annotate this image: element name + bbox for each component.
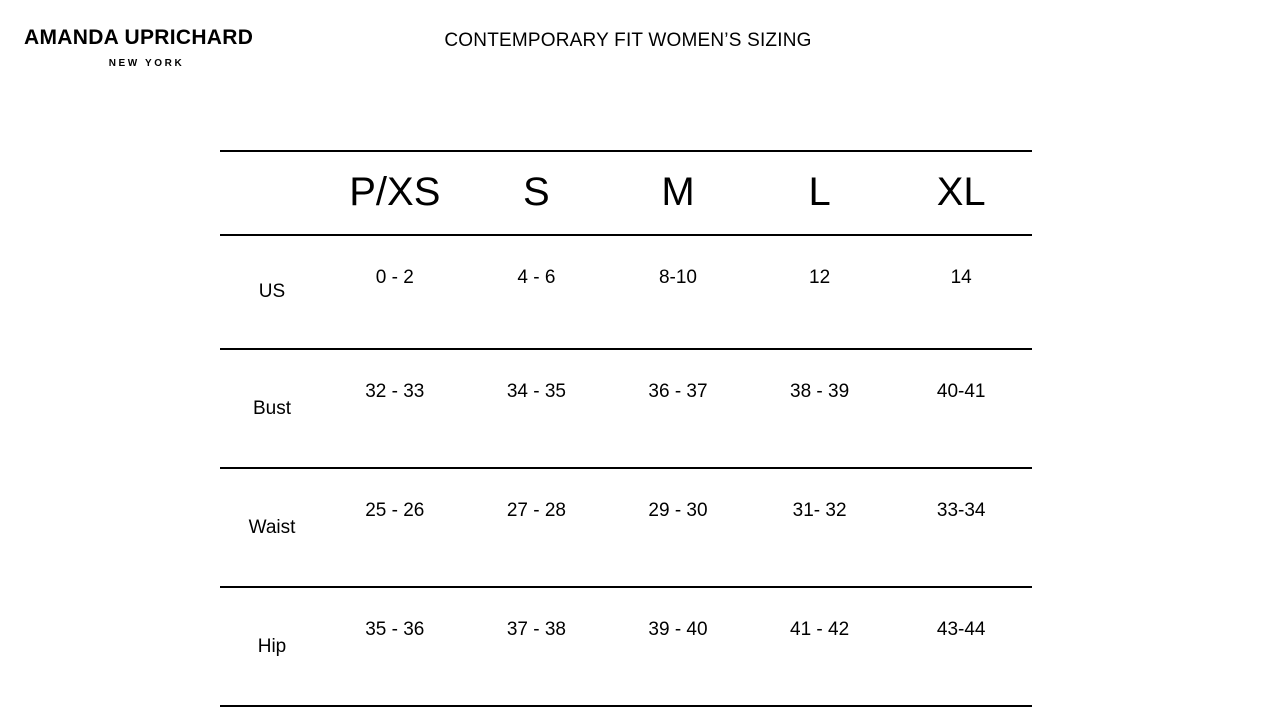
row-label-waist: Waist [220, 468, 324, 587]
column-header-pxs-label: P/XS [349, 169, 441, 214]
cell-bust-l-value: 38 - 39 [790, 380, 850, 402]
cell-bust-s [466, 349, 608, 468]
column-header-m-label: M [661, 169, 695, 214]
column-header-m [607, 150, 749, 235]
row-label-hip: Hip [220, 587, 324, 706]
cell-bust-s-value: 34 - 35 [506, 380, 566, 402]
cell-waist-pxs [324, 468, 466, 587]
column-header-xl-label: XL [936, 169, 986, 214]
sizing-table [220, 150, 1032, 707]
cell-hip-s-value: 37 - 38 [506, 618, 566, 640]
cell-waist-l-value: 31- 32 [792, 499, 847, 521]
cell-hip-xl [890, 587, 1032, 706]
cell-bust-pxs-value: 32 - 33 [365, 380, 425, 402]
cell-waist-l [749, 468, 891, 587]
cell-bust-xl [890, 349, 1032, 468]
table-row [220, 468, 1032, 587]
cell-us-pxs [324, 235, 466, 349]
cell-hip-l [749, 587, 891, 706]
cell-hip-s [466, 587, 608, 706]
table-header-row [220, 150, 1032, 235]
cell-waist-m [607, 468, 749, 587]
page-title: CONTEMPORARY FIT WOMEN’S SIZING [444, 30, 812, 51]
cell-us-m [607, 235, 749, 349]
cell-waist-xl-value: 33-34 [936, 499, 986, 521]
column-header-pxs [324, 150, 466, 235]
cell-us-xl-value: 14 [950, 267, 972, 288]
cell-hip-pxs [324, 587, 466, 706]
cell-us-xl [890, 235, 1032, 349]
cell-hip-m-value: 39 - 40 [648, 618, 708, 640]
column-header-l-label: L [808, 169, 831, 214]
cell-us-s-value: 4 - 6 [517, 267, 556, 288]
cell-waist-s [466, 468, 608, 587]
column-header-xl [890, 150, 1032, 235]
cell-waist-s-value: 27 - 28 [506, 499, 566, 521]
cell-hip-xl-value: 43-44 [936, 618, 986, 640]
column-header-l [749, 150, 891, 235]
table-row [220, 235, 1032, 349]
cell-hip-pxs-value: 35 - 36 [365, 618, 425, 640]
cell-hip-l-value: 41 - 42 [790, 618, 850, 640]
row-label-bust: Bust [220, 349, 324, 468]
row-label-us: US [220, 235, 324, 349]
cell-waist-m-value: 29 - 30 [648, 499, 708, 521]
cell-bust-m [607, 349, 749, 468]
cell-us-pxs-value: 0 - 2 [375, 267, 414, 288]
cell-us-s [466, 235, 608, 349]
brand-location: NEW YORK [108, 58, 185, 70]
table-corner-cell [220, 150, 324, 235]
cell-us-m-value: 8-10 [658, 267, 697, 288]
cell-us-l-value: 12 [809, 267, 831, 288]
cell-bust-xl-value: 40-41 [936, 380, 986, 402]
cell-bust-m-value: 36 - 37 [648, 380, 708, 402]
cell-waist-xl [890, 468, 1032, 587]
column-header-s-label: S [523, 169, 550, 214]
cell-hip-m [607, 587, 749, 706]
cell-us-l [749, 235, 891, 349]
cell-waist-pxs-value: 25 - 26 [365, 499, 425, 521]
column-header-s [466, 150, 608, 235]
table-row [220, 587, 1032, 706]
table-row [220, 349, 1032, 468]
cell-bust-l [749, 349, 891, 468]
brand-name: AMANDA UPRICHARD [24, 26, 254, 49]
cell-bust-pxs [324, 349, 466, 468]
